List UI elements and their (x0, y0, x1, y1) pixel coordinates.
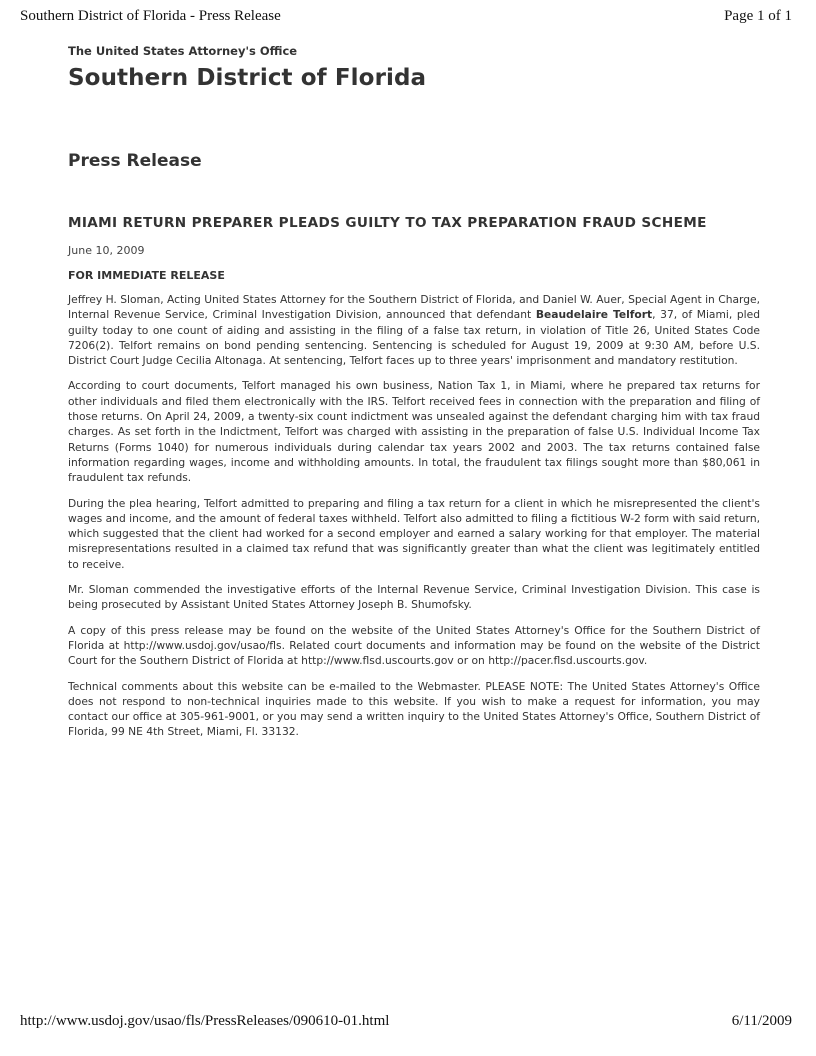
paragraph-text: Technical comments about this website can be e-mailed to the (68, 679, 418, 693)
release-label: FOR IMMEDIATE RELEASE (68, 269, 225, 282)
press-release-content (68, 44, 760, 740)
print-header-title: Southern District of Florida - Press Release (20, 8, 281, 24)
paragraph-contact (68, 679, 760, 740)
paragraph-text: . PLEASE NOTE: The United States Attorney's Office does not respond to non-technical inquiries made to this website. If you wish to make a request for information, you may contact our office at 305-961-9001, or you may send a written inquiry to the United States Attorney's Office, Southern District of Florida, 99 NE 4th Street, Miami, Fl. 33132. (68, 679, 760, 739)
paragraph-resources (68, 623, 760, 669)
paragraph-plea-hearing: During the plea hearing, Telfort admitted to preparing and filing a tax return for a client in which he misrepresented the client's wages and income, and the amount of federal taxes withheld. Telfort also admitted to filing a fictitious W-2 form with said return, which suggested that the client had worked for a second employer and earned a salary working for that employer. The material misrepresentations resulted in a claimed tax refund that was significantly greater than what the client was legitimately entitled to receive. (68, 496, 760, 571)
defendant-name: Beaudelaire Telfort (535, 308, 653, 322)
paragraph-commendation: Mr. Sloman commended the investigative efforts of the Internal Revenue Service, Criminal Investigation Division. This case is being prosecuted by Assistant United States Attorney Joseph B. Shumofsky. (68, 583, 760, 612)
section-title: Press Release (68, 151, 202, 171)
usao-website-link[interactable]: http://www.usdoj.gov/usao/fls (123, 638, 282, 652)
paragraph-text: . (643, 654, 648, 668)
webmaster-link[interactable]: Webmaster (417, 679, 478, 693)
print-footer-url: http://www.usdoj.gov/usao/fls/PressReleases/090610-01.html (20, 1013, 390, 1029)
paragraph-text: Jeffrey H. Sloman, Acting United States Attorney for the Southern District of Florida, and Daniel W. Auer, Special Agent in Charge, Internal Revenue Service, Criminal Investigation Division, announced that defendant (68, 293, 760, 322)
pacer-link[interactable]: http://pacer.flsd.uscourts.gov (488, 654, 644, 668)
district-court-link[interactable]: http://www.flsd.uscourts.gov (301, 654, 454, 668)
print-footer (0, 1013, 816, 1033)
paragraph-text: or on (453, 654, 489, 668)
paragraph-announcement (68, 292, 760, 368)
print-header (0, 8, 816, 28)
headline: MIAMI RETURN PREPARER PLEADS GUILTY TO TAX PREPARATION FRAUD SCHEME (68, 215, 707, 231)
paragraph-court-documents: According to court documents, Telfort managed his own business, Nation Tax 1, in Miami, where he prepared tax returns for other individuals and filed them electronically with the IRS. Telfort received fees in connection with the preparation and filing of those returns. On April 24, 2009, a twenty-six count indictment was unsealed against the defendant charging him with tax fraud charges. As set forth in the Indictment, Telfort was charged with assisting in the preparation of false U.S. Individual Income Tax Returns (Forms 1040) for numerous individuals during calendar tax years 2002 and 2003. The tax returns contained false information regarding wages, income and withholding amounts. In total, the fraudulent tax filings sought more than $80,061 in fraudulent tax refunds. (68, 379, 760, 485)
paragraph-text: , 37, of Miami, pled guilty today to one count of aiding and assisting in the filing of a false tax return, in violation of Title 26, United States Code 7206(2). Telfort remains on bond pending sentencing. Sentencing is scheduled for August 19, 2009 at 9:30 AM, before U.S. District Court Judge Cecilia Altonaga. At sentencing, Telfort faces up to three years' imprisonment and mandatory restitution. (68, 308, 761, 368)
paragraph-text: A copy of this press release may be found on the website of the United States Attorney's Office for the Southern District of Florida at (68, 623, 760, 652)
release-date: June 10, 2009 (68, 244, 145, 257)
print-footer-date: 6/11/2009 (731, 1013, 792, 1029)
paragraph-text: . Related court documents and information may be found on the website of the District Court for the Southern District of Florida at (68, 638, 760, 668)
office-name: The United States Attorney's Office (68, 44, 298, 58)
district-title: Southern District of Florida (68, 65, 427, 91)
print-page-number: Page 1 of 1 (724, 8, 792, 24)
